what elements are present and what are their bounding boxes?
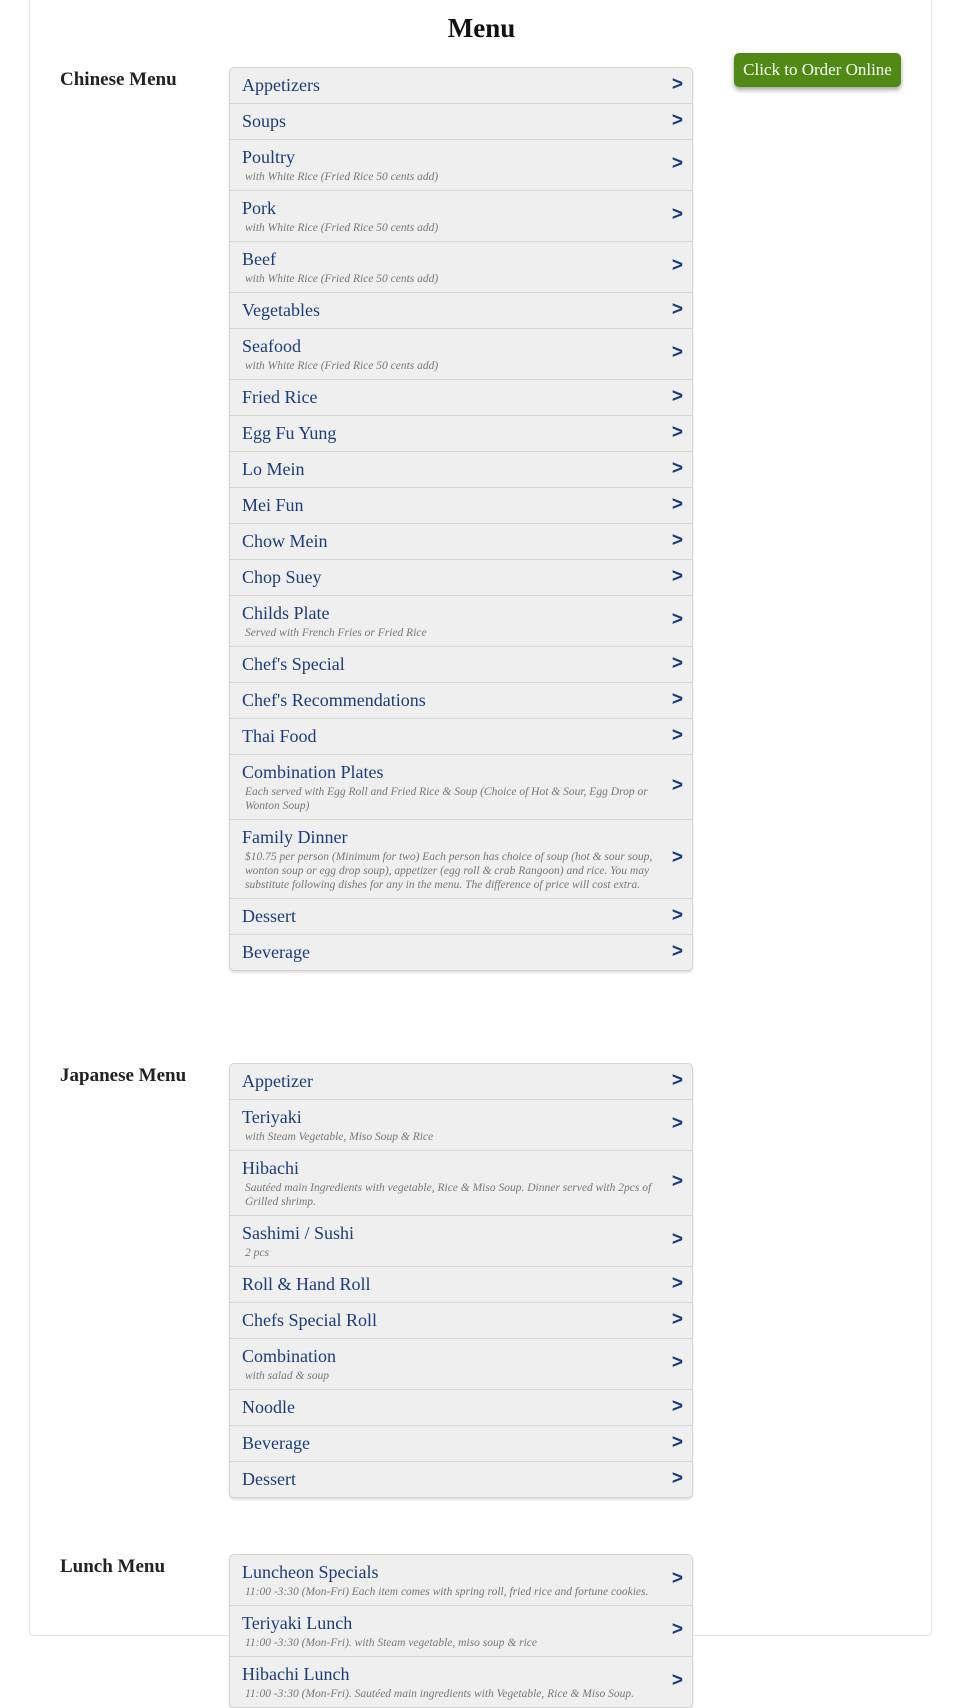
chevron-right-icon: >	[671, 1112, 683, 1134]
menu-category-name: Chop Suey	[242, 567, 322, 587]
chevron-right-icon: >	[671, 1170, 683, 1192]
menu-category-name: Hibachi	[242, 1158, 299, 1178]
menu-category-name: Thai Food	[242, 726, 317, 746]
chevron-right-icon: >	[671, 1351, 683, 1373]
menu-category-name: Egg Fu Yung	[242, 423, 337, 443]
menu-category-name: Fried Rice	[242, 387, 318, 407]
chevron-right-icon: >	[671, 724, 683, 746]
chevron-right-icon: >	[671, 1431, 683, 1453]
menu-category-name: Poultry	[242, 147, 296, 167]
chevron-right-icon: >	[671, 565, 683, 587]
chevron-right-icon: >	[671, 421, 683, 443]
menu-category-item[interactable]	[230, 191, 692, 242]
chevron-right-icon: >	[671, 385, 683, 407]
menu-category-item[interactable]	[230, 1555, 692, 1606]
menu-category-name: Appetizer	[242, 1071, 313, 1091]
chevron-right-icon: >	[671, 457, 683, 479]
menu-category-name: Family Dinner	[242, 827, 348, 847]
menu-category-item[interactable]	[230, 1462, 692, 1497]
menu-category-description: $10.75 per person (Minimum for two) Each person has choice of soup (hot & sour soup, wonton soup or egg drop soup), appetizer (egg roll & crab Rangoon) and rice. You may substitute following dishes for any in the menu. The difference of price will cost extra.	[245, 851, 653, 891]
menu-category-item[interactable]	[230, 329, 692, 380]
menu-category-name: Lo Mein	[242, 459, 305, 479]
menu-category-description: 11:00 -3:30 (Mon-Fri) Each item comes with spring roll, fried rice and fortune cookies.	[245, 1586, 649, 1598]
chevron-right-icon: >	[671, 1069, 683, 1091]
menu-category-name: Appetizers	[242, 75, 320, 95]
chevron-right-icon: >	[671, 203, 683, 225]
chevron-right-icon: >	[671, 1467, 683, 1489]
menu-category-description: with White Rice (Fried Rice 50 cents add)	[245, 222, 439, 234]
menu-category-name: Teriyaki	[242, 1107, 302, 1127]
menu-category-name: Chow Mein	[242, 531, 328, 551]
menu-category-name: Roll & Hand Roll	[242, 1274, 371, 1294]
menu-category-name: Soups	[242, 111, 287, 131]
menu-category-name: Beverage	[242, 942, 310, 962]
menu-category-item[interactable]	[230, 647, 692, 683]
menu-category-item[interactable]	[230, 755, 692, 820]
menu-category-item[interactable]	[230, 820, 692, 899]
menu-category-item[interactable]	[230, 1267, 692, 1303]
menu-category-item[interactable]	[230, 1390, 692, 1426]
menu-category-name: Chef's Special	[242, 654, 345, 674]
chevron-right-icon: >	[671, 1395, 683, 1417]
chevron-right-icon: >	[671, 688, 683, 710]
menu-category-item[interactable]	[230, 1657, 692, 1707]
menu-category-name: Vegetables	[242, 300, 320, 320]
menu-category-name: Hibachi Lunch	[242, 1664, 350, 1684]
menu-category-name: Chefs Special Roll	[242, 1310, 377, 1330]
section-title: Chinese Menu	[60, 69, 177, 90]
menu-category-item[interactable]	[230, 380, 692, 416]
menu-category-description: with salad & soup	[245, 1370, 330, 1382]
menu-page	[29, 0, 932, 1700]
menu-category-item[interactable]	[230, 1426, 692, 1462]
chevron-right-icon: >	[671, 298, 683, 320]
chevron-right-icon: >	[671, 493, 683, 515]
menu-category-item[interactable]	[230, 596, 692, 647]
menu-category-item[interactable]	[230, 140, 692, 191]
chevron-right-icon: >	[671, 652, 683, 674]
chevron-right-icon: >	[671, 904, 683, 926]
menu-category-name: Noodle	[242, 1397, 295, 1417]
menu-category-item[interactable]	[230, 1303, 692, 1339]
menu-category-description: Each served with Egg Roll and Fried Rice & Soup (Choice of Hot & Sour, Egg Drop or Wonton Soup)	[245, 786, 648, 812]
menu-category-item[interactable]	[230, 899, 692, 935]
menu-category-item[interactable]	[230, 560, 692, 596]
section-title: Japanese Menu	[60, 1065, 187, 1086]
menu-category-name: Luncheon Specials	[242, 1562, 379, 1582]
page-title: Menu	[447, 13, 516, 43]
chevron-right-icon: >	[671, 1228, 683, 1250]
category-list	[229, 67, 693, 971]
menu-category-item[interactable]	[230, 293, 692, 329]
menu-category-item[interactable]	[230, 104, 692, 140]
menu-category-item[interactable]	[230, 242, 692, 293]
menu-category-description: with White Rice (Fried Rice 50 cents add)	[245, 171, 439, 183]
menu-category-item[interactable]	[230, 1100, 692, 1151]
menu-category-description: 11:00 -3:30 (Mon-Fri). Sautéed main ingredients with Vegetable, Rice & Miso Soup.	[245, 1688, 635, 1700]
menu-category-item[interactable]	[230, 68, 692, 104]
order-online-button[interactable]: Click to Order Online	[734, 53, 901, 87]
menu-category-item[interactable]	[230, 1606, 692, 1657]
menu-category-item[interactable]	[230, 1339, 692, 1390]
menu-category-name: Sashimi / Sushi	[242, 1223, 355, 1243]
menu-category-description: 2 pcs	[245, 1247, 269, 1259]
chevron-right-icon: >	[671, 529, 683, 551]
menu-category-name: Chef's Recommendations	[242, 690, 426, 710]
chevron-right-icon: >	[671, 109, 683, 131]
chevron-right-icon: >	[671, 1618, 683, 1640]
section-title: Lunch Menu	[60, 1556, 166, 1577]
chevron-right-icon: >	[671, 1567, 683, 1589]
menu-category-item[interactable]	[230, 1151, 692, 1216]
menu-category-description: with White Rice (Fried Rice 50 cents add)	[245, 360, 439, 372]
menu-category-item[interactable]	[230, 1064, 692, 1100]
menu-category-name: Dessert	[242, 1469, 296, 1489]
category-list	[229, 1063, 693, 1498]
chevron-right-icon: >	[671, 73, 683, 95]
menu-category-item[interactable]	[230, 452, 692, 488]
menu-category-name: Seafood	[242, 336, 301, 356]
menu-category-name: Combination	[242, 1346, 336, 1366]
menu-category-item[interactable]	[230, 524, 692, 560]
menu-category-name: Beverage	[242, 1433, 310, 1453]
chevron-right-icon: >	[671, 341, 683, 363]
menu-category-description: Sautéed main Ingredients with vegetable, Rice & Miso Soup. Dinner served with 2pcs of Grilled shrimp.	[245, 1182, 652, 1208]
chevron-right-icon: >	[671, 940, 683, 962]
menu-category-item[interactable]	[230, 416, 692, 452]
menu-category-item[interactable]	[230, 1216, 692, 1267]
chevron-right-icon: >	[671, 254, 683, 276]
menu-category-item[interactable]	[230, 683, 692, 719]
menu-category-item[interactable]	[230, 488, 692, 524]
chevron-right-icon: >	[671, 1308, 683, 1330]
menu-category-name: Combination Plates	[242, 762, 384, 782]
chevron-right-icon: >	[671, 1272, 683, 1294]
chevron-right-icon: >	[671, 1669, 683, 1691]
category-list	[229, 1554, 693, 1708]
menu-category-description: with Steam Vegetable, Miso Soup & Rice	[245, 1131, 434, 1143]
chevron-right-icon: >	[671, 774, 683, 796]
menu-category-name: Teriyaki Lunch	[242, 1613, 353, 1633]
menu-category-description: with White Rice (Fried Rice 50 cents add)	[245, 273, 439, 285]
menu-category-name: Pork	[242, 198, 277, 218]
menu-category-item[interactable]	[230, 719, 692, 755]
chevron-right-icon: >	[671, 608, 683, 630]
menu-category-name: Childs Plate	[242, 603, 330, 623]
chevron-right-icon: >	[671, 846, 683, 868]
menu-category-name: Mei Fun	[242, 495, 304, 515]
chevron-right-icon: >	[671, 152, 683, 174]
menu-category-description: 11:00 -3:30 (Mon-Fri). with Steam vegetable, miso soup & rice	[245, 1637, 538, 1649]
menu-category-name: Beef	[242, 249, 276, 269]
menu-category-name: Dessert	[242, 906, 296, 926]
menu-category-description: Served with French Fries or Fried Rice	[245, 627, 427, 639]
menu-category-item[interactable]	[230, 935, 692, 970]
